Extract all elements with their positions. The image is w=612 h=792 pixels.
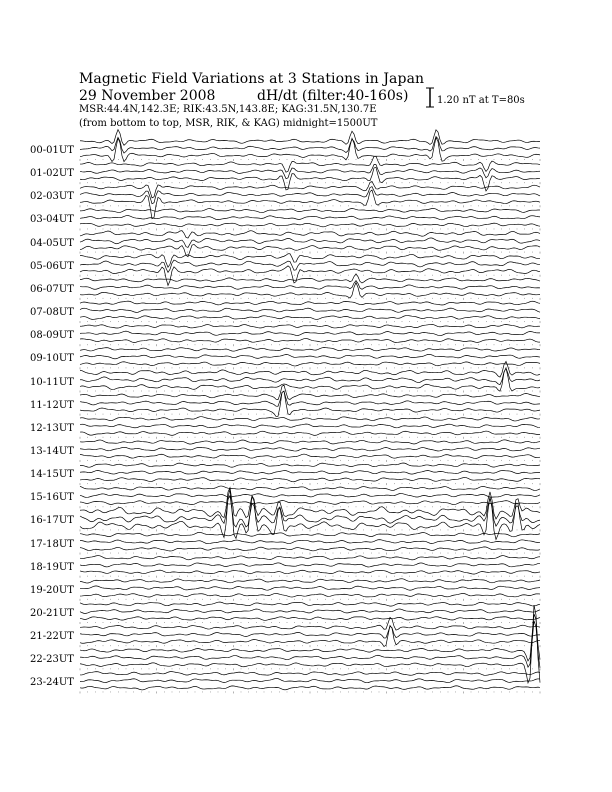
trace-msr bbox=[80, 617, 540, 621]
hour-label: 02-03UT bbox=[30, 191, 74, 203]
trace-msr bbox=[80, 547, 540, 551]
hour-label: 17-18UT bbox=[30, 538, 74, 550]
trace-kag bbox=[80, 614, 540, 661]
scale-bar bbox=[426, 88, 434, 107]
hour-label: 03-04UT bbox=[30, 214, 74, 226]
hour-label: 09-10UT bbox=[30, 353, 74, 365]
trace-msr bbox=[80, 500, 540, 504]
trace-msr bbox=[80, 570, 540, 574]
trace-kag bbox=[80, 208, 540, 212]
trace-rik bbox=[80, 391, 540, 406]
trace-rik bbox=[80, 354, 540, 358]
trace-kag bbox=[80, 602, 540, 606]
hour-label: 22-23UT bbox=[30, 654, 74, 666]
chart-quantity: dH/dt (filter:40-160s) bbox=[257, 88, 409, 104]
hour-label: 16-17UT bbox=[30, 515, 74, 527]
trace-kag bbox=[80, 301, 540, 305]
trace-msr bbox=[80, 362, 540, 366]
trace-rik bbox=[80, 496, 540, 528]
trace-msr bbox=[80, 605, 540, 683]
trace-msr bbox=[80, 338, 540, 342]
hour-label: 23-24UT bbox=[30, 677, 74, 689]
trace-msr bbox=[80, 283, 540, 299]
hour-label: 14-15UT bbox=[30, 469, 74, 481]
hour-label: 15-16UT bbox=[30, 492, 74, 504]
trace-msr bbox=[80, 686, 540, 690]
hour-label: 08-09UT bbox=[30, 330, 74, 342]
trace-rik bbox=[80, 609, 540, 613]
trace-msr bbox=[80, 454, 540, 458]
trace-kag bbox=[80, 417, 540, 421]
trace-kag bbox=[80, 463, 540, 467]
hour-label: 04-05UT bbox=[30, 237, 74, 249]
hour-label: 19-20UT bbox=[30, 584, 74, 596]
trace-rik bbox=[80, 470, 540, 474]
station-coordinates: MSR:44.4N,142.3E; RIK:43.5N,143.8E; KAG:31.5N,130.7E bbox=[79, 104, 377, 115]
trace-kag bbox=[80, 532, 540, 536]
trace-kag bbox=[80, 324, 540, 328]
trace-kag bbox=[80, 486, 540, 490]
hour-label: 12-13UT bbox=[30, 422, 74, 434]
trace-rik bbox=[80, 165, 540, 179]
trace-rik bbox=[80, 424, 540, 428]
hour-label: 01-02UT bbox=[30, 168, 74, 180]
trace-msr bbox=[80, 593, 540, 597]
hour-label: 20-21UT bbox=[30, 608, 74, 619]
trace-kag bbox=[80, 440, 540, 444]
hour-label: 18-19UT bbox=[30, 561, 74, 573]
hour-label: 13-14UT bbox=[30, 445, 74, 457]
chart-title: Magnetic Field Variations at 3 Stations in Japan bbox=[79, 71, 425, 87]
trace-kag bbox=[80, 231, 540, 238]
trace-msr bbox=[80, 431, 540, 435]
trace-rik bbox=[80, 494, 540, 498]
trace-msr bbox=[80, 477, 540, 481]
hour-label: 00-01UT bbox=[30, 145, 74, 156]
hour-label: 10-11UT bbox=[30, 376, 74, 388]
trace-msr bbox=[80, 138, 540, 162]
trace-kag bbox=[80, 579, 540, 583]
trace-rik bbox=[80, 540, 540, 544]
trace-rik bbox=[80, 137, 540, 154]
trace-rik bbox=[80, 563, 540, 567]
station-order-note: (from bottom to top, MSR, RIK, & KAG) midnight=1500UT bbox=[79, 118, 378, 129]
trace-msr bbox=[80, 316, 540, 320]
trace-kag bbox=[80, 672, 540, 676]
trace-msr bbox=[80, 368, 540, 391]
trace-rik bbox=[80, 586, 540, 590]
hour-label: 11-12UT bbox=[30, 399, 74, 411]
trace-kag bbox=[80, 130, 540, 146]
trace-group bbox=[80, 130, 540, 694]
hour-label: 07-08UT bbox=[30, 307, 74, 319]
hour-label: 06-07UT bbox=[30, 283, 74, 295]
hour-label: 05-06UT bbox=[30, 260, 74, 272]
trace-rik bbox=[80, 447, 540, 451]
trace-rik bbox=[80, 678, 540, 682]
chart-date: 29 November 2008 bbox=[79, 88, 216, 104]
trace-kag bbox=[80, 348, 540, 352]
trace-rik bbox=[80, 281, 540, 290]
hour-label: 21-22UT bbox=[30, 631, 74, 643]
scale-bar-label: 1.20 nT at T=80s bbox=[437, 95, 525, 106]
trace-rik bbox=[80, 308, 540, 312]
trace-msr bbox=[80, 223, 540, 227]
trace-rik bbox=[80, 216, 540, 220]
trace-kag bbox=[80, 254, 540, 267]
trace-kag bbox=[80, 556, 540, 560]
trace-rik bbox=[80, 331, 540, 336]
